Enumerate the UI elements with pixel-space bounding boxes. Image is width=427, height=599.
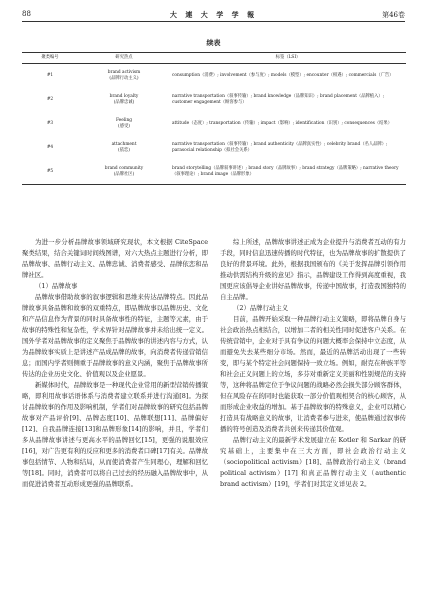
paragraph: 综上所述，品牌故事讲述正成为企业提升与消费者互动的有力手段，同时信息迅速传播的时代特征，也为品牌故事的扩散提供了良好的背景环境。此外，根据我国颁布的《关于发挥品牌引领作用推动供需结构升级的意见》指示，品牌建设工作得到高度重视，我国更应该倡导企业讲好品牌故事，传递中国故事，打造我国独特的自主品牌。: [220, 238, 406, 301]
table-row: [22, 136, 406, 160]
header-labels: 标签（LSI）: [170, 53, 406, 64]
cluster-id-cell: #2: [46, 97, 54, 102]
cluster-id-cell: #3: [46, 121, 54, 126]
paragraph: 品牌行动主义的最新学术发展建立在 Kotler 和 Sarkar 的研究基础上，主要集中在三大方面，即社会政治行动主义（sociopolitical activism）[18]、品牌政治行动主义（brand political activism）[17] 和真正品牌行动主义（authentic brand activism）[19]，学者们对其定义详见表 2。: [220, 436, 406, 488]
table-row: [22, 64, 406, 89]
cluster-table: [22, 52, 406, 185]
topic-cell: Feeling (感受): [115, 118, 133, 129]
topic-cell: brand loyalty (品牌忠诚): [109, 94, 139, 105]
paragraph: 目前，品牌开始采取一种品牌行动主义策略，即将品牌自身与社会政治热点相结合，以增加二者的相关性同时促进客户关系。在传统营销中，企业对于具有争议的问题大概率会保持中立态度，从而避免失去某些细分市场。然而，最近的品牌活动出现了一些转变，即与某个特定社会问题保持一致立场。例如，耐克在种族平等和社会正义问题上的立场，多芬对重新定义美丽和性别规范的支持等，这种将品牌定位于争议问题的战略必然会损失部分顾客群体，但在风险存在的同时也能获取一部分价值观相契合的核心顾客，从而形成企业收益的增加。基于品牌故事的特殊意义，企业可以精心打造具有战略意义的故事，让消费者参与进来，使品牌通过叙事传播的符号创造及消费者共创来传递其价值观。: [220, 315, 406, 433]
journal-title: 大 連 大 学 学 報: [169, 10, 258, 19]
header-rule: [22, 21, 405, 22]
topic-cell: attachment (依恋): [111, 142, 137, 153]
cluster-id-cell: #5: [22, 160, 78, 185]
left-column: [22, 237, 208, 490]
table-row: [22, 88, 406, 112]
section-heading: （2）品牌行动主义: [233, 304, 289, 312]
right-column: [220, 237, 406, 490]
table-header-row: [22, 53, 406, 64]
header-cluster-id: 聚类编号: [22, 53, 78, 64]
cluster-id-cell: #1: [46, 73, 54, 78]
paragraph: 品牌故事借助故事的叙事逻辑和思维来传达品牌特点。因此品牌故事具备品牌和故事的双重特点，即品牌故事以品牌历史、文化和产品信息作为背景的同时具备故事性的特征，主题等元素，由于故事的特殊性和复杂性，学术界针对品牌故事并未给出统一定义。国外学者对品牌故事的定义聚焦于品牌故事的讲述内容与方式，认为品牌故事实质上是讲述产品成品牌的故事，向消费者传递营销信息；而国内学者则侧重于品牌故事的意义内涵，聚焦于品牌故事所传达的企业历史文化、价值观以及企业愿景。: [22, 293, 208, 378]
labels-cell: narrative transportation（叙事传输）; brand authenticity（品牌真实性）; celebrity brand（名人品牌）; parasocial relationship（拟社会关系）: [172, 142, 388, 153]
table-row: [22, 160, 406, 185]
paragraph: 为进一步分析品牌故事领域研究现状，本文根据 CiteSpace 聚类结果，结合关键词时间线图谱，对六大热点主题进行分析，即品牌故事、品牌行动主义、品牌忠诚、消费者感受、品牌依恋和品牌社区。: [22, 238, 208, 279]
volume-label: 第46卷: [382, 11, 405, 19]
cluster-id-cell: #4: [46, 145, 54, 150]
section-heading: （1）品牌故事: [35, 282, 78, 290]
topic-cell: brand activism (品牌行动主义): [107, 70, 141, 81]
labels-cell: consumption（消费）; involvement（参与度）; models（模型）; encounter（相遇）; commercials（广告）: [172, 73, 394, 78]
table-caption: 续表: [206, 38, 221, 47]
topic-cell: brand community (品牌社区): [78, 160, 170, 185]
table-row: [22, 112, 406, 136]
page-number: 88: [22, 10, 31, 18]
paragraph: 新媒体时代，品牌故事是一种现代企业常用的新型营销传播策略，即利用故事话语体系与消费者建立联系并进行沟通[8]。为探讨品牌故事的作用及影响机制，学者们对品牌故事的研究包括品牌故事对产品评价[9]、品牌态度[10]、品牌联想[11]、品牌偏好[12]、自我品牌连接[13]和品牌形象[14]的影响，并且，学者们多从品牌故事讲述与更高水平的品牌回忆[15]，更强的说服效应[16]，对广告更有利的反应和更多的消费者口碑[17]有关。品牌故事包括情节、人物和结局，从而使消费者产生同理心，理解和回忆等[18]。同时，消费者可以将自己过去的经历融入品牌故事中，从而促进消费者互动形成更强的品牌联系。: [22, 381, 209, 488]
labels-cell: attitude（态度）; transportation（传输）; impact（影响）; identification（识别）; consequences（结果）: [172, 121, 393, 126]
header-topic: 研究热点: [78, 53, 170, 64]
labels-cell: narrative transportation（叙事传输）; brand knowledge（品牌知识）; brand placement（品牌植入）; customer engagement（顾客参与）: [172, 94, 385, 105]
labels-cell: brand storytelling（品牌叙事讲述）; brand story（品牌故事）; brand strategy（品牌策略）; narrative theory（叙事理论）; brand image（品牌形象）: [170, 160, 406, 185]
